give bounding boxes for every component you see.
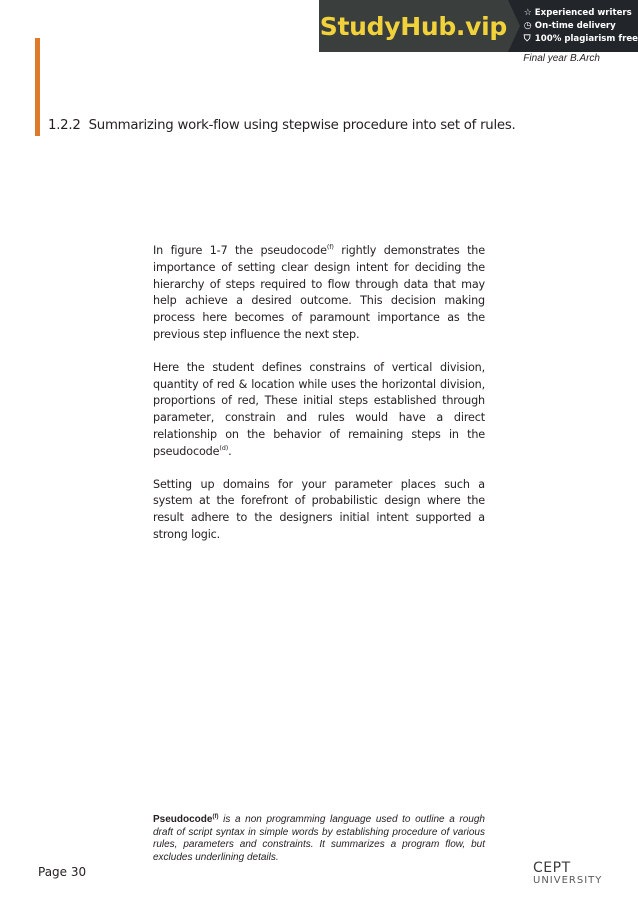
paragraph-text: In figure 1-7 the pseudocode: [153, 244, 327, 257]
feature-label: On-time delivery: [534, 21, 616, 31]
logo-bottom: UNIVERSITY: [533, 875, 603, 886]
shield-check-icon: ⛉: [523, 34, 531, 44]
footnote-term: [153, 814, 218, 825]
footnote-ref: (f): [326, 243, 334, 251]
banner-features: [520, 0, 638, 52]
feature-label: Experienced writers: [534, 8, 632, 18]
term-text: Pseudocode: [153, 814, 213, 825]
feature-label: 100% plagiarism free: [534, 34, 638, 44]
body-text: [153, 243, 485, 560]
feature-plagiarism-free: [524, 34, 638, 44]
paragraph-text: .: [228, 444, 232, 458]
paragraph-2: [153, 360, 485, 461]
footnote: [153, 814, 485, 865]
paragraph-text: rightly demonstrates the importance of setting clear design intent for deciding the hierarchy of steps required to flow through data that may help achieve a desired outcome. This decision making process here becomes of paramount importance as the previous step influence the next step.: [153, 244, 485, 341]
footnote-ref: (d): [219, 443, 229, 452]
section-number: 1.2.2: [48, 118, 81, 133]
footnote-definition: is a non programming language used to outline a rough draft of script syntax in simple words by establishing procedure of various rules, parameters and constraints. It summarizes a program flow, but excludes underlining details.: [153, 814, 485, 864]
feature-on-time-delivery: [524, 21, 638, 31]
section-heading: [48, 118, 516, 133]
paragraph-text: Here the student defines constrains of vertical division, quantity of red & location while uses the horizontal division, proportions of red, These initial steps established through parameter, constrain and rules would have a direct relationship on the behavior of remaining steps in the pseudocode: [153, 360, 485, 458]
clock-icon: ◷: [523, 21, 532, 31]
footnote-sup: (f): [212, 814, 219, 820]
section-title: Summarizing work-flow using stepwise procedure into set of rules.: [88, 118, 516, 133]
paragraph-1: [153, 243, 485, 344]
banner-brand[interactable]: StudyHub.vip: [319, 0, 508, 52]
studyhub-banner[interactable]: [319, 0, 638, 52]
banner-arrow: [508, 0, 520, 52]
feature-experienced-writers: [524, 8, 638, 18]
star-icon: ☆: [523, 8, 532, 18]
logo-top: CEPT: [533, 860, 571, 876]
cept-university-logo: [533, 861, 603, 889]
header-subtitle: Final year B.Arch: [523, 53, 600, 64]
page-number: Page 30: [38, 865, 87, 879]
paragraph-3: Setting up domains for your parameter places such a system at the forefront of probabilistic design where the result adhere to the designers initial intent supported a strong logic.: [153, 477, 485, 541]
accent-bar: [35, 38, 40, 136]
